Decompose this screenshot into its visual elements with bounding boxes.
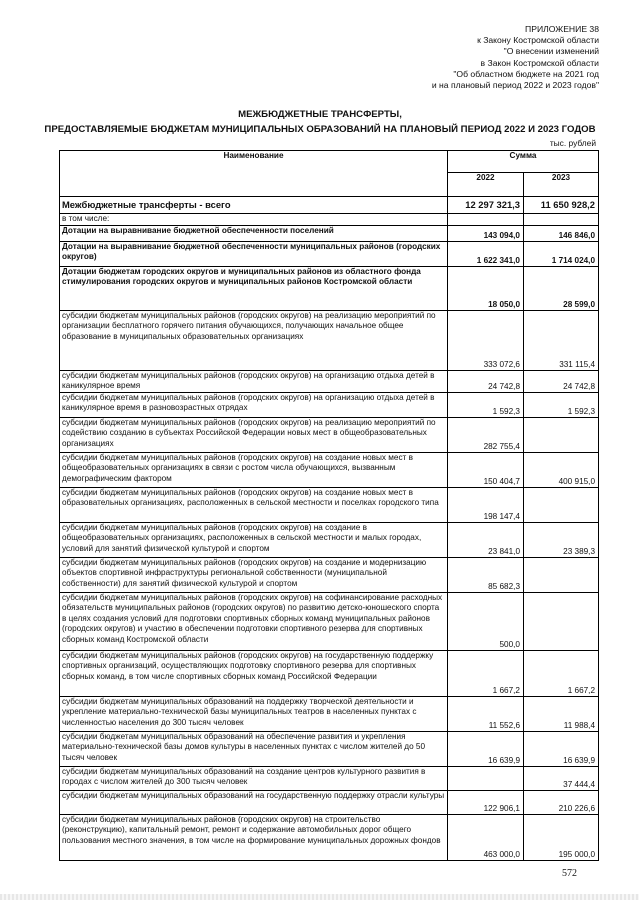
row-value-2022: 1 622 341,0 <box>448 242 524 267</box>
row-value-2022: 500,0 <box>448 593 524 651</box>
row-value-2022: 24 742,8 <box>448 371 524 393</box>
row-value-2022: 23 841,0 <box>448 523 524 558</box>
row-name: Дотации на выравнивание бюджетной обеспеченности муниципальных районов (городских округов) <box>60 242 448 267</box>
row-name: субсидии бюджетам муниципальных образований на государственную поддержку отрасли культуры <box>60 791 448 815</box>
row-value-2023 <box>524 488 599 523</box>
table-row <box>60 767 599 791</box>
row-name: Дотации на выравнивание бюджетной обеспеченности поселений <box>60 226 448 242</box>
row-value-2022 <box>448 767 524 791</box>
table-row <box>60 558 599 593</box>
row-name: субсидии бюджетам муниципальных районов (городских округов) на организацию отдыха детей в каникулярное время <box>60 371 448 393</box>
row-value-2022: 282 755,4 <box>448 418 524 453</box>
row-value-2023: 11 650 928,2 <box>524 197 599 214</box>
row-value-2023: 24 742,8 <box>524 371 599 393</box>
row-value-2023: 210 226,6 <box>524 791 599 815</box>
appendix-line: "Об областном бюджете на 2021 год <box>453 68 599 79</box>
table-row <box>60 791 599 815</box>
row-value-2023: 146 846,0 <box>524 226 599 242</box>
appendix-line: к Закону Костромской области <box>477 35 599 46</box>
row-value-2022: 143 094,0 <box>448 226 524 242</box>
row-value-2023 <box>524 593 599 651</box>
row-name: субсидии бюджетам муниципальных районов (городских округов) на создание новых мест в образовательных организациях, расположенных в сельской местности и поселках городского типа <box>60 488 448 523</box>
table-row <box>60 697 599 732</box>
table-row <box>60 523 599 558</box>
row-name: Дотации бюджетам городских округов и муниципальных районов из областного фонда стимулирования городских округов и муниципальных районов Костромской области <box>60 267 448 311</box>
row-value-2023: 28 599,0 <box>524 267 599 311</box>
table-row <box>60 488 599 523</box>
row-name: в том числе: <box>60 214 448 226</box>
table-row <box>60 267 599 311</box>
appendix-reference <box>432 24 599 91</box>
units-label: тыс. рублей <box>549 138 596 148</box>
header-year-2023: 2023 <box>524 173 599 197</box>
header-year-2022: 2022 <box>448 173 524 197</box>
row-name: субсидии бюджетам муниципальных районов (городских округов) на создание и модернизацию объектов спортивной инфраструктуры региональной собственности (муниципальной собственности) для занятий физической культурой и спортом <box>60 558 448 593</box>
title-line-1: МЕЖБЮДЖЕТНЫЕ ТРАНСФЕРТЫ, <box>238 109 402 120</box>
row-value-2022: 18 050,0 <box>448 267 524 311</box>
row-value-2022: 16 639,9 <box>448 732 524 767</box>
row-value-2023 <box>524 558 599 593</box>
row-value-2022 <box>448 214 524 226</box>
table-row <box>60 214 599 226</box>
row-name: субсидии бюджетам муниципальных районов (городских округов) на реализацию мероприятий по содействию созданию в субъектах Российской Федерации новых мест в общеобразовательных организациях <box>60 418 448 453</box>
row-name: субсидии бюджетам муниципальных районов (городских округов) на софинансирование расходных обязательств муниципальных районов (городских округов) по развитию детско-юношеского спорта в целях создания условий для подготовки спортивных сборных команд муниципальных районов (городских округов) и участию в обеспечении подготовки спортивного резерва для спортивных сборных команд Костромской области <box>60 593 448 651</box>
transfers-table <box>59 150 599 861</box>
table-row <box>60 732 599 767</box>
row-value-2022: 85 682,3 <box>448 558 524 593</box>
row-value-2023: 1 714 024,0 <box>524 242 599 267</box>
page-number: 572 <box>562 868 577 879</box>
row-name: субсидии бюджетам муниципальных районов (городских округов) на строительство (реконструкцию), капитальный ремонт, ремонт и содержание автомобильных дорог общего пользования местного значения, в том числе на формирование муниципальных дорожных фондов <box>60 815 448 861</box>
row-value-2022: 1 592,3 <box>448 393 524 418</box>
header-name: Наименование <box>60 151 448 197</box>
table-row <box>60 453 599 488</box>
table-row <box>60 311 599 371</box>
row-value-2022: 333 072,6 <box>448 311 524 371</box>
row-value-2022: 122 906,1 <box>448 791 524 815</box>
header-sum: Сумма <box>448 151 599 173</box>
row-name: субсидии бюджетам муниципальных районов (городских округов) на организацию отдыха детей в каникулярное время в разновозрастных отрядах <box>60 393 448 418</box>
row-name: субсидии бюджетам муниципальных образований на обеспечение развития и укрепления материально-технической базы домов культуры в населенных пунктах с числом жителей до 50 тысяч человек <box>60 732 448 767</box>
table-row <box>60 815 599 861</box>
table-row <box>60 593 599 651</box>
row-name: субсидии бюджетам муниципальных районов (городских округов) на реализацию мероприятий по организации бесплатного горячего питания обучающихся, получающих начальное общее образование в муниципальных образовательных организациях <box>60 311 448 371</box>
appendix-line: в Закон Костромской области <box>480 57 599 68</box>
row-name: субсидии бюджетам муниципальных образований на создание центров культурного развития в городах с числом жителей до 300 тысяч человек <box>60 767 448 791</box>
table-row <box>60 226 599 242</box>
row-value-2022: 11 552,6 <box>448 697 524 732</box>
row-name: субсидии бюджетам муниципальных районов (городских округов) на государственную поддержку спортивных организаций, осуществляющих подготовку спортивного резерва для спортивных сборных команд, в том числе спортивных сборных команд Российской Федерации <box>60 651 448 697</box>
row-value-2023 <box>524 214 599 226</box>
table-row <box>60 197 599 214</box>
row-name: субсидии бюджетам муниципальных районов (городских округов) на создание новых мест в общеобразовательных организациях в связи с ростом числа обучающихся, вызванным демографическим фактором <box>60 453 448 488</box>
title-line-2: ПРЕДОСТАВЛЯЕМЫЕ БЮДЖЕТАМ МУНИЦИПАЛЬНЫХ ОБРАЗОВАНИЙ НА ПЛАНОВЫЙ ПЕРИОД 2022 И 2023 ГОДОВ <box>44 124 596 135</box>
row-name: субсидии бюджетам муниципальных районов (городских округов) на создание в общеобразовательных организациях, расположенных в сельской местности и малых городах, условий для занятий физической культурой и спортом <box>60 523 448 558</box>
row-value-2022: 463 000,0 <box>448 815 524 861</box>
scan-edge-divider <box>0 894 639 900</box>
row-value-2022: 150 404,7 <box>448 453 524 488</box>
row-value-2023: 16 639,9 <box>524 732 599 767</box>
row-value-2023: 1 592,3 <box>524 393 599 418</box>
table-row <box>60 371 599 393</box>
row-value-2023: 11 988,4 <box>524 697 599 732</box>
row-value-2023: 195 000,0 <box>524 815 599 861</box>
row-value-2023: 331 115,4 <box>524 311 599 371</box>
row-name: Межбюджетные трансферты - всего <box>60 197 448 214</box>
table-row <box>60 651 599 697</box>
table-row <box>60 393 599 418</box>
row-value-2023: 1 667,2 <box>524 651 599 697</box>
row-value-2023: 37 444,4 <box>524 767 599 791</box>
row-value-2023 <box>524 418 599 453</box>
row-value-2022: 12 297 321,3 <box>448 197 524 214</box>
document-title <box>40 107 600 137</box>
appendix-line: ПРИЛОЖЕНИЕ 38 <box>525 24 599 34</box>
row-value-2022: 1 667,2 <box>448 651 524 697</box>
appendix-line: и на плановый период 2022 и 2023 годов" <box>431 80 599 91</box>
row-value-2023: 400 915,0 <box>524 453 599 488</box>
row-name: субсидии бюджетам муниципальных образований на поддержку творческой деятельности и укрепление материально-технической базы муниципальных театров в населенных пунктах с численностью населения до 300 тысяч человек <box>60 697 448 732</box>
table-row <box>60 242 599 267</box>
row-value-2022: 198 147,4 <box>448 488 524 523</box>
table-row <box>60 418 599 453</box>
header-row <box>60 151 599 173</box>
row-value-2023: 23 389,3 <box>524 523 599 558</box>
appendix-line: "О внесении изменений <box>503 46 599 57</box>
